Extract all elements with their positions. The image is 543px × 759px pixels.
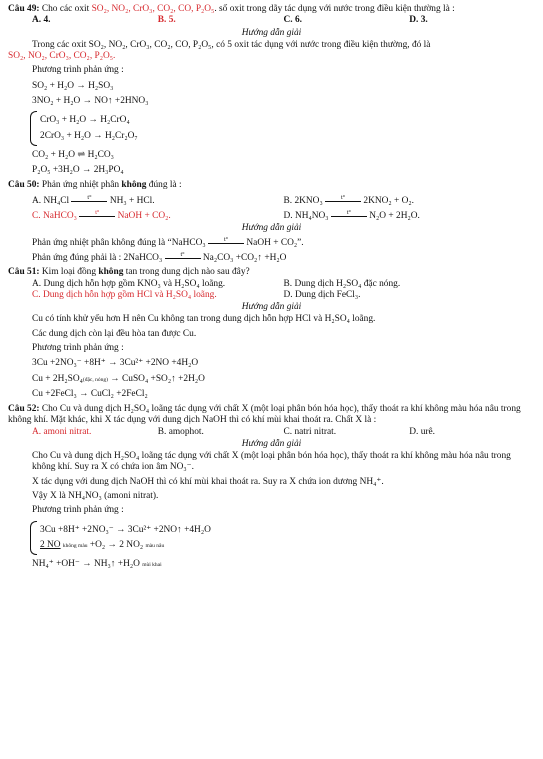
q50-option-b xyxy=(284,195,536,207)
heat-arrow-icon xyxy=(325,195,361,206)
q51-stem xyxy=(8,267,535,278)
q52-option-a: A. amoni nitrat. xyxy=(32,426,92,437)
q52-guide-heading: Hướng dẫn giải xyxy=(241,438,302,449)
q49-options xyxy=(8,15,535,26)
q51-label: Câu 51: xyxy=(8,267,40,278)
q50-stem-b: đúng là : xyxy=(146,180,182,191)
q51-equation-2 xyxy=(8,374,535,385)
q51-option-a: A. Dung dịch hỗn hợp gồm KNO₃ và H₂SO₄ loãng. xyxy=(32,278,226,289)
q51-solution-1: Cu có tính khử yếu hơn H nên Cu không tan trong dung dịch hỗn hợp HCl và H₂SO₄ loãng. xyxy=(32,314,376,325)
q50-solution-2 xyxy=(8,252,535,264)
q51-eq2-sub: (đặc, nóng) xyxy=(82,376,108,383)
heat-label: t° xyxy=(87,194,92,201)
q50-option-d xyxy=(284,210,536,222)
q49-option-b: B. 5. xyxy=(157,15,176,26)
heat-label: t° xyxy=(180,252,185,259)
q49-equation-1: SO₂ + H₂O → H₂SO₃ xyxy=(32,80,114,91)
q52-solution-2: X tác dụng với dung dịch NaOH thì có khí mùi khai thoát ra. Suy ra X chứa ion dương NH₄⁺. xyxy=(32,476,384,487)
q52-eq2-a: 2 NO xyxy=(40,539,61,550)
heat-arrow-icon xyxy=(71,195,107,206)
q50-a-left: A. NH₄Cl xyxy=(32,195,70,206)
heat-label: t° xyxy=(95,209,100,216)
q51-equation-1: 3Cu +2NO₃⁻ +8H⁺ → 3Cu²⁺ +2NO +4H₂O xyxy=(32,358,199,369)
q52-eq2-b: +O₂ → 2 NO₂ xyxy=(89,539,144,550)
q51-options-row2 xyxy=(8,290,535,301)
q49-stem-text: Cho các oxit xyxy=(41,4,90,14)
q49-sol1-text: Trong các oxit SO₂, NO₂, CrO₃, CO₂, CO, P₂O₅, có 5 oxit tác dụng với nước trong điều kiện thường, đó là xyxy=(32,39,431,50)
q50-d-right: N₂O + 2H₂O. xyxy=(369,210,420,221)
heat-arrow-icon xyxy=(79,210,115,221)
q50-d-left: D. NH₄NO₃ xyxy=(283,210,329,221)
q52-option-c: C. natri nitrat. xyxy=(283,426,337,437)
q51-option-d: D. Dung dịch FeCl₃. xyxy=(283,289,361,300)
q50-sol1-b: NaOH + CO₂”. xyxy=(246,237,304,248)
q51-eq2-a: Cu + 2H₂SO₄ xyxy=(32,373,83,384)
q50-solution-1 xyxy=(8,237,535,249)
q51-option-c: C. Dung dịch hỗn hợp gồm HCl và H₂SO₄ loãng. xyxy=(32,289,217,300)
q50-option-c xyxy=(32,210,284,222)
q50-b-right: 2KNO₂ + O₂. xyxy=(363,195,415,206)
q52-eq2-note-brown: màu nâu xyxy=(145,542,165,549)
q51-equation-3: Cu +2FeCl₃ → CuCl₂ +2FeCl₂ xyxy=(32,388,148,399)
q50-options-row2 xyxy=(8,210,535,222)
q52-stem xyxy=(8,404,535,427)
q51-guide-heading: Hướng dẫn giải xyxy=(241,302,302,313)
q52-option-d: D. urê. xyxy=(409,426,436,437)
q50-options-row1 xyxy=(8,195,535,207)
q52-equation-brace xyxy=(8,521,535,556)
q51-stem-bold: không xyxy=(98,267,124,278)
brace-icon xyxy=(30,111,37,146)
q50-sol1-a: Phản ứng nhiệt phân không đúng là “NaHCO₃ xyxy=(32,237,206,248)
q49-stem-end: . số oxit trong dãy tác dụng với nước trong điều kiện thường là : xyxy=(214,4,455,14)
heat-arrow-icon xyxy=(208,237,244,248)
q51-stem-a: Kim loại đồng xyxy=(41,267,99,278)
q49-option-d: D. 3. xyxy=(409,15,428,26)
q52-stem-text: Cho Cu và dung dịch H₂SO₄ loãng tác dụng với chất X (một loại phân bón hóa học), thấy thoát ra khí không màu hóa nâu trong không khí. Mặt khác, khi X tác dụng với dung dịch NaOH thì có khí mùi khai thoát ra. Chất X là : xyxy=(8,404,521,426)
q52-eq3-a: NH₄⁺ +OH⁻ → NH₃↑ +H₂O xyxy=(32,559,140,570)
q49-option-c: C. 6. xyxy=(283,15,302,26)
heat-label: t° xyxy=(341,194,346,201)
q49-label: Câu 49: xyxy=(8,4,40,14)
q50-sol2-a: Phản ứng đúng phải là : 2NaHCO₃ xyxy=(32,252,163,263)
heat-label: t° xyxy=(346,209,351,216)
q49-equation-3a: CrO₃ + H₂O → H₂CrO₄ xyxy=(40,115,130,126)
heat-arrow-icon xyxy=(331,210,367,221)
q51-solution-2: Các dung dịch còn lại đều hòa tan được Cu. xyxy=(32,328,197,339)
q52-options xyxy=(8,427,535,438)
q49-equation-2: 3NO₂ + H₂O → NO↑ +2HNO₃ xyxy=(32,95,149,106)
q50-stem-bold: không xyxy=(121,180,147,191)
q49-guide-heading: Hướng dẫn giải xyxy=(241,27,302,38)
q52-equation-3 xyxy=(8,559,535,570)
q49-stem xyxy=(8,4,535,15)
heat-label: t° xyxy=(224,237,229,244)
q50-a-right: NH₃ + HCl. xyxy=(109,195,155,206)
q51-eq2-b: → CuSO₄ +SO₂↑ +2H₂O xyxy=(107,373,205,384)
q51-option-b: B. Dung dịch H₂SO₄ đặc nóng. xyxy=(283,278,401,289)
q52-equation-1: 3Cu +8H⁺ +2NO₃⁻ → 3Cu²⁺ +2NO↑ +4H₂O xyxy=(40,524,211,535)
q49-solution-1 xyxy=(8,40,535,51)
q52-eq2-note-colorless: không màu xyxy=(62,542,88,549)
q52-solution-3: Vậy X là NH₄NO₃ (amoni nitrat). xyxy=(32,491,159,502)
heat-arrow-icon xyxy=(165,252,201,263)
q50-c-left: C. NaHCO₃ xyxy=(32,210,77,221)
q49-solution-2: SO₂, NO₂, CrO₃, CO₂, P₂O₅. xyxy=(8,51,116,62)
q50-label: Câu 50: xyxy=(8,180,40,191)
q49-reaction-heading: Phương trình phản ứng : xyxy=(32,65,124,76)
q49-oxides: SO₂, NO₂, CrO₃, CO₂, CO, P₂O₅ xyxy=(91,4,215,14)
brace-icon xyxy=(30,521,37,556)
q51-reaction-heading: Phương trình phản ứng : xyxy=(32,342,124,353)
q51-stem-b: tan trong dung dịch nào sau đây? xyxy=(123,267,250,278)
q50-c-right: NaOH + CO₂. xyxy=(117,210,171,221)
q52-reaction-heading: Phương trình phản ứng : xyxy=(32,505,124,516)
q49-option-a: A. 4. xyxy=(32,15,51,26)
q52-equation-2 xyxy=(40,540,211,551)
q49-equation-3b: 2CrO₃ + H₂O → H₂Cr₂O₇ xyxy=(40,130,138,141)
q49-equation-brace xyxy=(8,111,535,146)
q49-equation-5: P₂O₅ +3H₂O → 2H₃PO₄ xyxy=(32,165,124,176)
q50-b-left: B. 2KNO₃ xyxy=(283,195,323,206)
q52-solution-1: Cho Cu và dung dịch H₂SO₄ loãng tác dụng với chất X (một loại phân bón hóa học), thấy thoát ra khí không màu hóa nâu trong không khí. Suy ra X có chứa ion âm NO₃⁻. xyxy=(32,451,511,473)
q50-stem xyxy=(8,180,535,191)
q52-option-b: B. amophot. xyxy=(157,426,204,437)
q52-eq3-note: mùi khai xyxy=(142,562,162,569)
q50-stem-a: Phản ứng nhiệt phân xyxy=(41,180,122,191)
q50-sol2-b: Na₂CO₃ +CO₂↑ +H₂O xyxy=(202,252,287,263)
q50-option-a xyxy=(32,195,284,207)
q51-options-row1 xyxy=(8,279,535,290)
q49-equation-4: CO₂ + H₂O ⇌ H₂CO₃ xyxy=(32,149,114,160)
q52-label: Câu 52: xyxy=(8,404,40,415)
q50-guide-heading: Hướng dẫn giải xyxy=(241,222,302,233)
